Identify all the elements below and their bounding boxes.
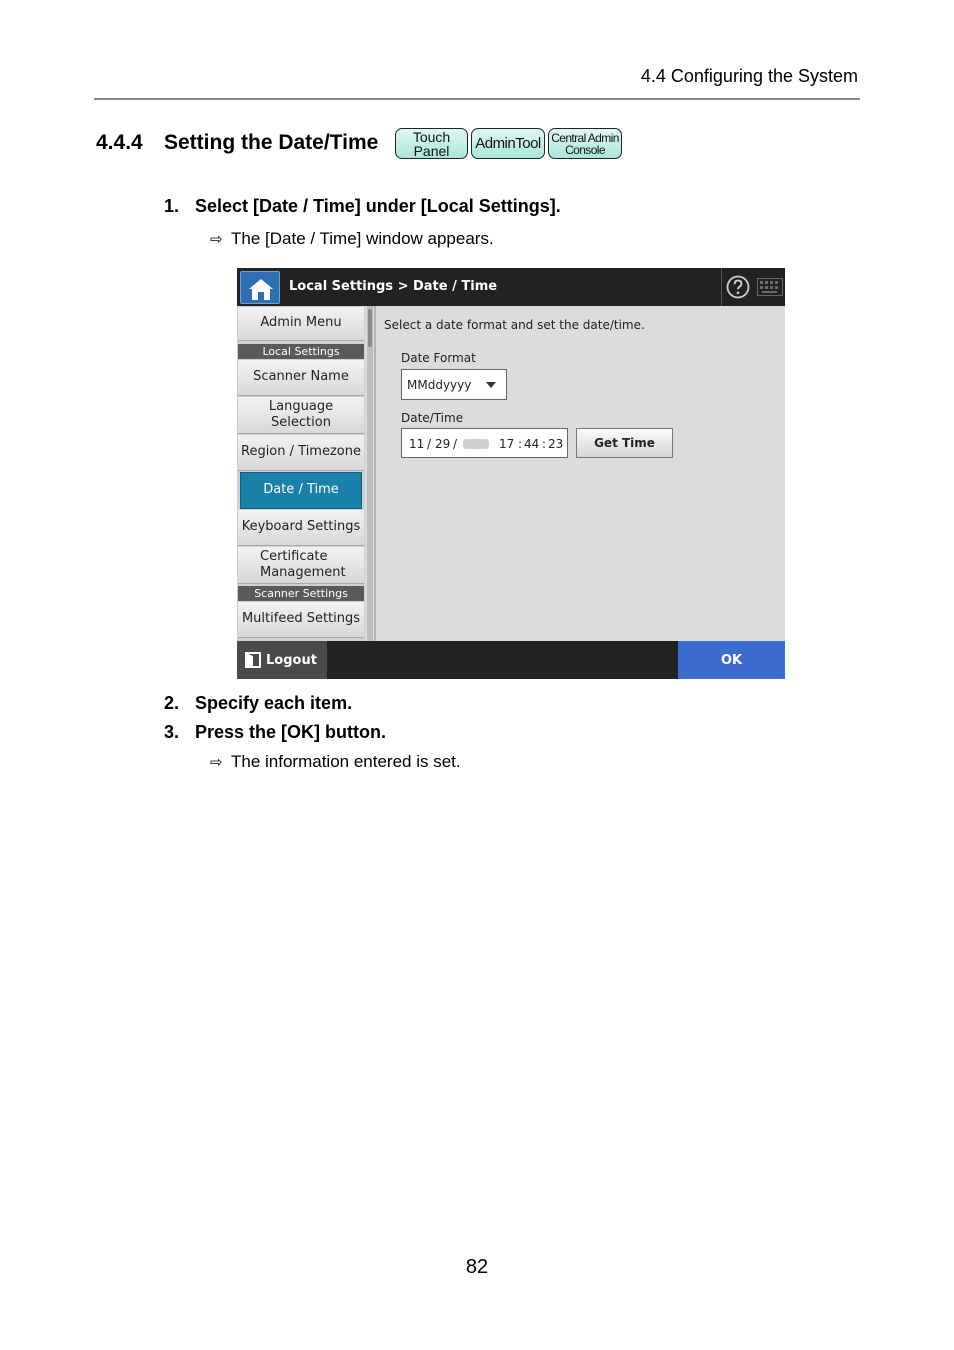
- date-time-field[interactable]: [401, 428, 568, 458]
- sidebar-scroll-thumb[interactable]: [368, 309, 372, 347]
- date-format-select[interactable]: [401, 369, 507, 400]
- month-value[interactable]: 11: [409, 437, 425, 451]
- step-text: Press the [OK] button.: [195, 722, 387, 742]
- admin-tool-tag: [471, 128, 545, 159]
- sidebar-item-language-selection[interactable]: Language Selection: [238, 397, 364, 434]
- get-time-button[interactable]: Get Time: [576, 428, 673, 458]
- header-divider: [94, 98, 860, 100]
- step-2: [164, 693, 352, 714]
- step-number: 1.: [164, 196, 180, 216]
- result-arrow-icon: ⇨: [210, 231, 223, 248]
- top-bar-separator: [721, 268, 722, 306]
- sidebar-item-certificate-management[interactable]: [238, 547, 364, 584]
- step-number: 3.: [164, 722, 180, 742]
- sidebar-item-region-timezone[interactable]: Region / Timezone: [238, 435, 364, 471]
- step-text: Select [Date / Time] under [Local Settings].: [195, 196, 561, 216]
- date-format-label: Date Format: [401, 351, 476, 365]
- sidebar-item-admin-menu[interactable]: Admin Menu: [238, 307, 364, 341]
- admin-tool-tag-label: AdminTool: [475, 135, 541, 152]
- content-divider: [374, 306, 376, 641]
- result-text: The information entered is set.: [231, 752, 461, 771]
- sidebar-item-scanner-name[interactable]: Scanner Name: [238, 360, 364, 396]
- step-1: [164, 196, 561, 217]
- time-separator: :: [542, 437, 547, 451]
- step-3: [164, 722, 386, 743]
- year-value-redacted[interactable]: [463, 439, 489, 449]
- time-separator: :: [518, 437, 523, 451]
- sidebar-item-date-time[interactable]: Date / Time: [240, 472, 362, 509]
- keyboard-icon[interactable]: [757, 278, 783, 296]
- help-icon[interactable]: [726, 275, 750, 299]
- touch-panel-tag-line2: Panel: [413, 142, 450, 159]
- sidebar-item-keyboard-settings[interactable]: Keyboard Settings: [238, 510, 364, 546]
- date-format-value: MMddyyyy: [407, 378, 472, 392]
- step-3-result: [210, 752, 461, 772]
- screen-bottom-bar: [237, 641, 785, 679]
- central-admin-tag-line1: Central Admin: [551, 130, 619, 145]
- second-value[interactable]: 23: [548, 437, 564, 451]
- instruction-text: Select a date format and set the date/time.: [384, 318, 645, 332]
- date-time-screenshot: [237, 268, 785, 679]
- result-text: The [Date / Time] window appears.: [231, 229, 494, 248]
- minute-value[interactable]: 44: [524, 437, 540, 451]
- logout-button[interactable]: [237, 641, 327, 679]
- screen-top-bar: [237, 268, 785, 306]
- date-separator: /: [453, 437, 458, 451]
- page-number: 82: [465, 1256, 489, 1278]
- date-separator: /: [427, 437, 432, 451]
- section-title: Setting the Date/Time: [164, 131, 379, 154]
- certificate-management-line1: Certificate: [260, 548, 328, 564]
- sidebar-group-local-settings: Local Settings: [238, 344, 364, 359]
- certificate-management-line2: Management: [260, 565, 346, 580]
- result-arrow-icon: ⇨: [210, 754, 223, 771]
- step-text: Specify each item.: [195, 693, 353, 713]
- step-number: 2.: [164, 693, 180, 713]
- central-admin-tag-line2: Console: [565, 142, 605, 157]
- hour-value[interactable]: 17: [499, 437, 515, 451]
- home-icon: [241, 272, 281, 305]
- ok-button[interactable]: OK: [678, 641, 785, 679]
- step-1-result: [210, 229, 494, 249]
- sidebar-scrollbar[interactable]: [367, 306, 373, 641]
- section-heading: [96, 131, 378, 155]
- sidebar-item-multifeed-settings[interactable]: Multifeed Settings: [238, 602, 364, 638]
- home-button[interactable]: [240, 271, 280, 304]
- logout-label: Logout: [266, 653, 317, 668]
- page-header-section-ref: 4.4 Configuring the System: [640, 66, 858, 86]
- logout-icon: [245, 652, 261, 668]
- section-number: 4.4.4: [96, 131, 143, 154]
- day-value[interactable]: 29: [435, 437, 451, 451]
- sidebar-group-scanner-settings: Scanner Settings: [238, 586, 364, 601]
- breadcrumb: Local Settings > Date / Time: [289, 279, 498, 294]
- touch-panel-tag: [395, 128, 468, 159]
- dropdown-arrow-icon: [486, 382, 496, 388]
- touch-panel-tag-line1: Touch: [412, 128, 451, 145]
- date-time-label: Date/Time: [401, 411, 464, 425]
- central-admin-console-tag: [548, 128, 622, 159]
